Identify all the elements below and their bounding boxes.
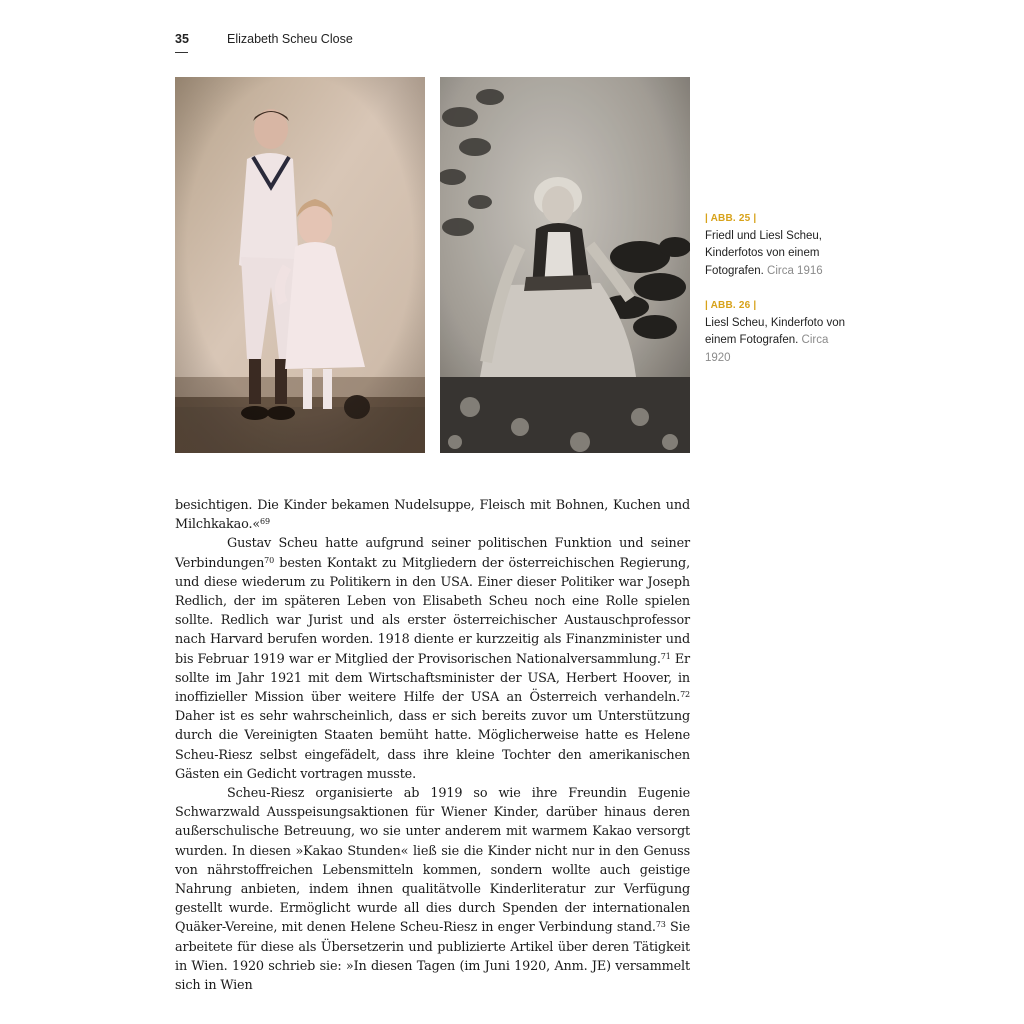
paragraph-text: besten Kontakt zu Mitgliedern der österreichischen Regierung, und diese wiederum zu Politikern in den USA. Einer dieser Politiker war Joseph Redlich, der im späteren Leben von Elisabeth Scheu noch eine Rolle spielen sollte. Redlich war Jurist und als erster österreichischer Austauschprofessor nach Harvard berufen worden. 1918 diente er kurzzeitig als Finanzminister und bis Februar 1919 war er Mitglied der Provisorischen Nationalversammlung. (175, 555, 690, 667)
paragraph-text: Daher ist es sehr wahrscheinlich, dass er sich bereits zuvor um Unterstützung durch die Vereinigten Staaten bemüht hatte. Möglicherweise hatte es Helene Scheu-Riesz selbst eingefädelt, dass ihre kleine Tochter den amerikanischen Gästen ein Gedicht vortragen musste. (175, 709, 690, 782)
footnote-ref[interactable]: 71 (660, 651, 671, 661)
footnote-ref[interactable]: 70 (264, 555, 275, 565)
paragraph-text: Er sollte im Jahr 1921 mit dem Wirtschaftsminister der USA, Herbert Hoover, in inoffizieller Mission über weitere Hilfe der USA an Österreich verhandeln. (175, 651, 690, 706)
caption-text: Liesl Scheu, Kinderfoto von einem Fotografen. (705, 316, 846, 346)
caption-label: | ABB. 26 | (705, 300, 757, 311)
photo-liesl (440, 77, 690, 453)
paragraph-text: Scheu-Riesz organisierte ab 1919 so wie ihre Freundin Eugenie Schwarzwald Ausspeisungsaktionen für Wiener Kinder, darüber hinaus deren außerschulische Betreuung, wo sie unter anderem mit warmem Kakao versorgt wurden. In diesen »Kakao Stunden« ließ sie die Kinder nicht nur in den Genuss von nährstoffreichen Lebensmitteln kommen, sondern wollte auch geistige Nahrung anbieten, indem ihnen qualitätvolle Kinderliteratur zur Verfügung gestellt wurde. Ermöglicht wurde all dies durch Spenden der internationalen Quäker-Vereine, mit denen Helene Scheu-Riesz in enger Verbindung stand. (175, 786, 690, 936)
photo-friedl-and-liesl (175, 77, 425, 453)
photo-liesl-image (440, 77, 690, 453)
caption-date: Circa 1920 (705, 334, 829, 364)
paragraph-3 (175, 784, 690, 995)
footnote-ref[interactable]: 73 (655, 920, 666, 930)
caption-label: | ABB. 25 | (705, 213, 757, 224)
page-number-rule (175, 52, 188, 53)
page-number: 35 (175, 32, 189, 46)
caption-abb-26 (705, 297, 845, 367)
paragraph-text: Gustav Scheu hatte aufgrund seiner politischen Funktion und seiner Verbindungen (175, 536, 690, 571)
paragraph-text: besichtigen. Die Kinder bekamen Nudelsuppe, Fleisch mit Bohnen, Kuchen und Milchkakao.« (175, 498, 690, 533)
caption-abb-25 (705, 210, 845, 280)
photo-friedl-and-liesl-image (175, 77, 425, 453)
footnote-ref[interactable]: 72 (680, 690, 690, 700)
caption-text: Friedl und Liesl Scheu, Kinderfotos von einem Fotografen. (705, 229, 822, 277)
paragraph-1 (175, 496, 690, 534)
caption-date: Circa 1916 (767, 264, 823, 277)
paragraph-text: Sie arbeitete für diese als Übersetzerin und publizierte Artikel über deren Tätigkeit in Wien. 1920 schrieb sie: »In diesen Tagen (im Juni 1920, Anm. JE) versammelt sich in Wien (175, 920, 691, 994)
footnote-ref[interactable]: 69 (260, 517, 270, 527)
running-title: Elizabeth Scheu Close (227, 32, 353, 46)
body-text (175, 496, 690, 995)
paragraph-2 (175, 534, 690, 784)
